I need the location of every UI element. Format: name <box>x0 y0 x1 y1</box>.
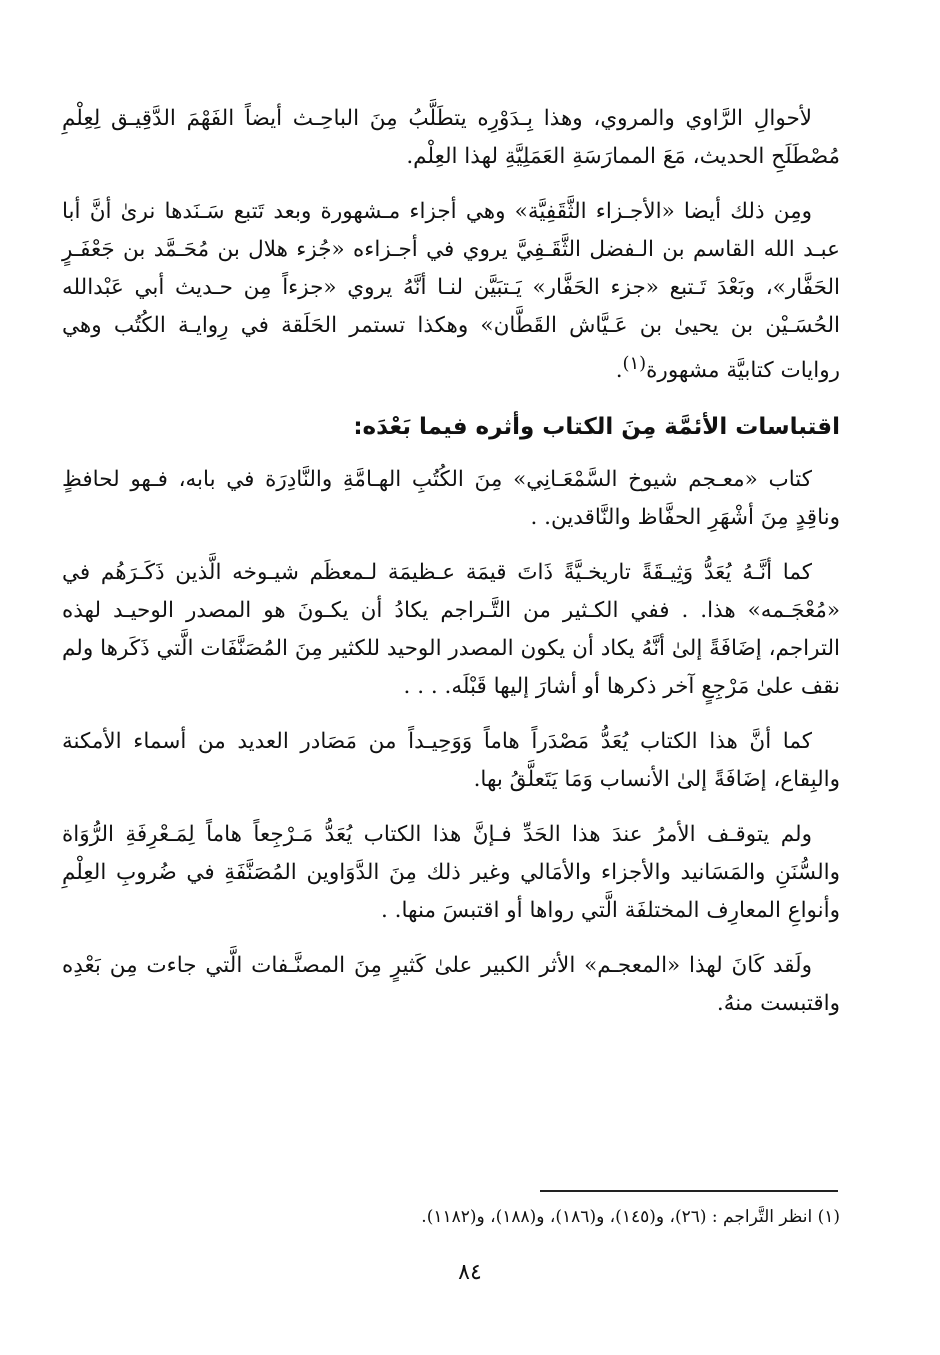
footnote: (١) انظر التَّراجم : (٢٦)، و(١٤٥)، و(١٨٦)، و(١٨٨)، و(١١٨٢). <box>421 1207 840 1227</box>
paragraph-7: ولَقد كَانَ لهذا «المعجـم» الأثر الكبير علىٰ كَثيرٍ مِنَ المصنَّـفات الَّتي جاءت مِن بَعْدِه واقتبست منهُ. <box>62 953 840 1017</box>
paragraph-5: كما أنَّ هذا الكتاب يُعَدُّ مَصْدَراً هاماً وَوَحِيـداً من مَصَادر العديد من أسماء الأمكنة والبِقاع، إضَافَةً إلىٰ الأنساب وَمَا يَتَعلَّقُ بها. <box>62 729 840 793</box>
paragraph-4: كما أنَّـهُ يُعَدُّ وَثِيـقَةً تاريخـيَّةً ذَاتَ قيمَة عـظيمَة لـمعظَم شيـوخه الَّذين ذَكَـرَهُم في «مُعْجَـمه» هذا. . ففي الكـثير من التَّـراجم يكادُ أن يكـونَ هو المصدر الوحيـد لهذه التراجم، إضَافَةً إلىٰ أنَّهُ يكاد أن يكون المصدر الوحيد للكثير مِنَ المُصَنَّفَات الَّتي ذَكَرها ولم نقف علىٰ مَرْجِعٍ آخر ذكرها أو أشارَ إليها قَبْلَه. . . . <box>62 560 840 700</box>
page-number: ٨٤ <box>458 1260 482 1285</box>
footnote-divider <box>540 1190 838 1192</box>
paragraph-2-text: ومِن ذلك أيضا «الأجـزاء الثَّقَفِيَّة» وهي أجزاء مـشهورة وبعد تَتبع سَـنَدها نرىٰ أنَّ أبا عبـد الله القاسم بن الـفضل الثَّقَـفِيَّ يروي في أجـزاءه «جُزء هلال بن مُحَـمَّد بن جَعْفَـرٍ الحَفَّار»، وبَعْدَ تَـتبع «جزء الحَفَّار» يَـتبَيَّن لنـا أنَّهُ يروي «جزءاً مِن حـديث أبي عَبْدالله الحُسَـيْن بن يحيىٰ بن عَـيَّاش القَطَّان» وهكذا تستمر الحَلَقة في رِوايـة الكُتُب وهي روايات كتابيَّة مشهورة <box>62 199 840 384</box>
paragraph-6: ولم يتوقـف الأمرُ عندَ هذا الحَدِّ فـإنَّ هذا الكتاب يُعَدُّ مَـرْجِعاً هاماً لِمَـعْرِفَةِ الرُّوَاة والسُّنَنِ والمَسَانيد والأجزاء والأمَالي وغير ذلك مِنَ الدَّوَاوين المُصَنَّفَةِ في ضُروبِ العِلْمِ وأنواعِ المعارِف المختلفَة الَّتي رواها أو اقتبسَ منها. . <box>62 822 840 924</box>
section-heading: اقتباسات الأئمَّة مِنَ الكتاب وأثره فيما بَعْدَه: <box>353 414 840 441</box>
paragraph-3: كتاب «معـجم شيوخ السَّمْعَـانِي» مِنَ الكُتُبِ الهـامَّةِ والنَّادِرَة في بابه، فـهو لحافظٍ وناقِدٍ مِنَ أشْهَرِ الحفَّاظ والنَّاقدين. . <box>62 467 840 531</box>
page-body <box>62 100 840 1040</box>
paragraph-1: لأحوالِ الرَّاوي والمروي، وهذا بِـدَوْرِه يتطَلَّبُ مِنَ الباحِـث أيضاً الفَهْمَ الدَّقِيـق لِعِلْمِ مُصْطَلَحِ الحديث، مَعَ الممارَسَةِ العَمَلِيَّةِ لهذا العِلْم. <box>62 106 840 169</box>
footnote-reference: (١) <box>622 353 647 374</box>
paragraph-2-end: . <box>615 358 623 384</box>
paragraph-2 <box>62 193 840 390</box>
